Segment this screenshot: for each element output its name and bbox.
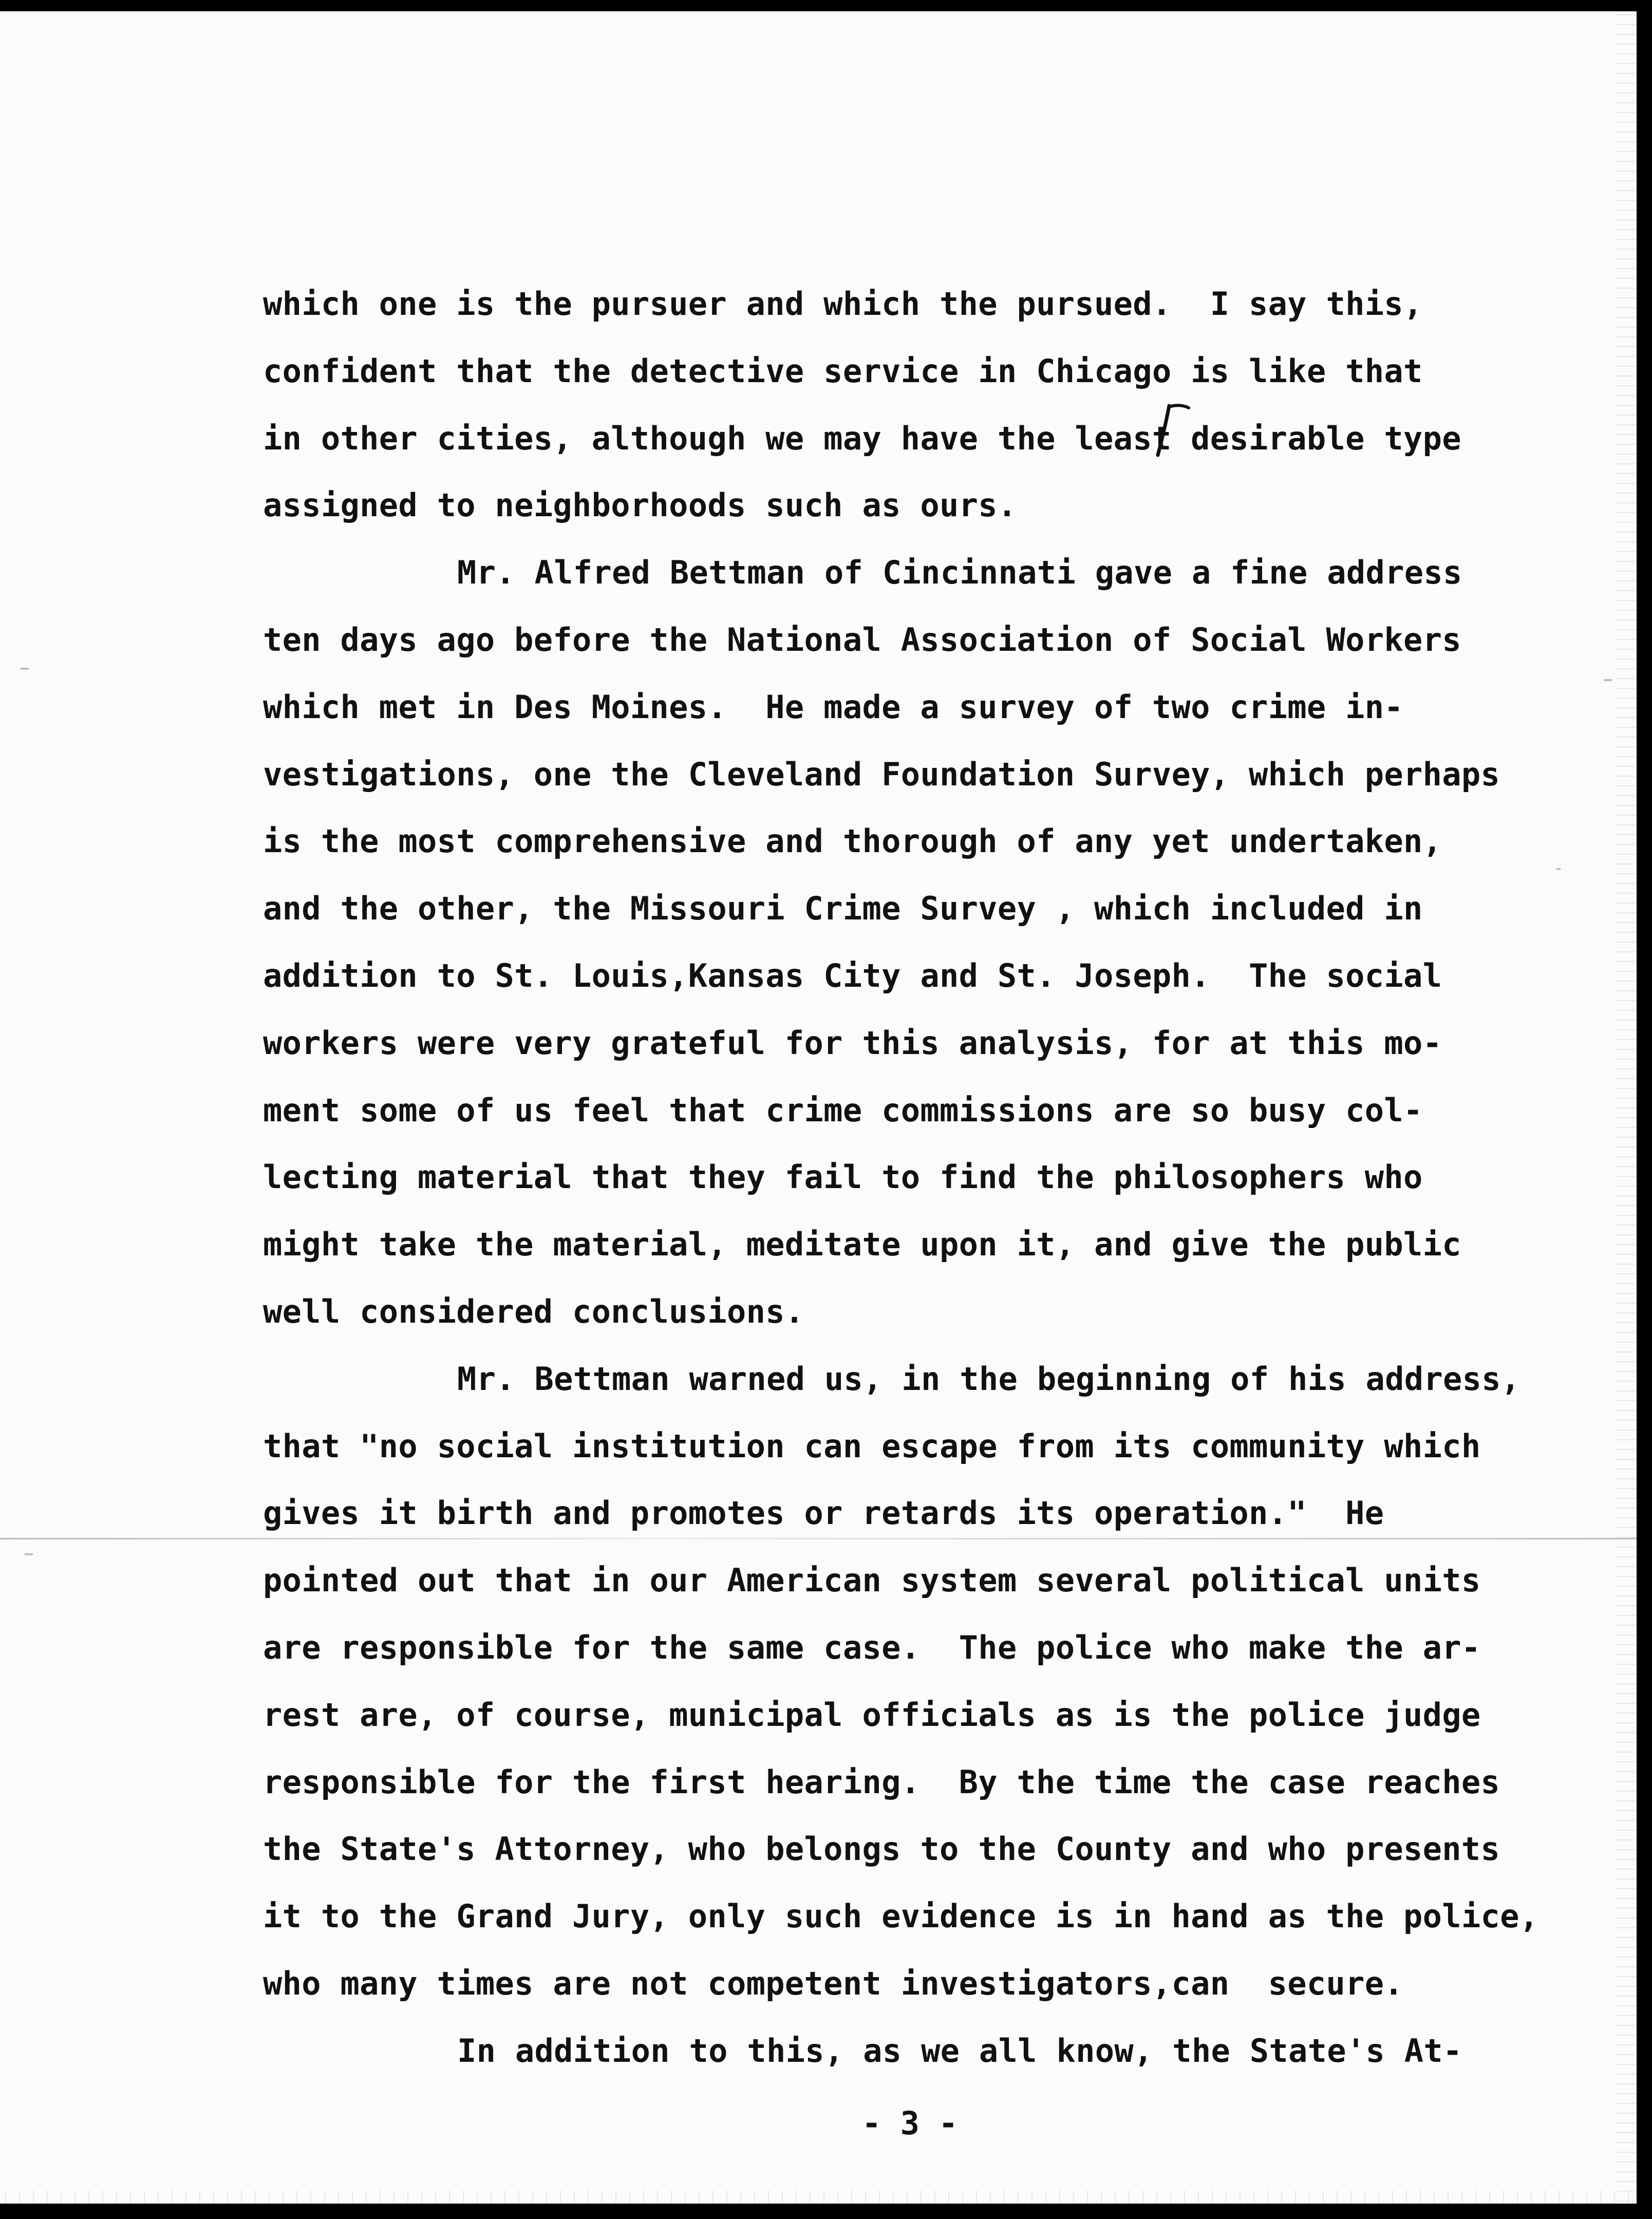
- text-line: confident that the detective service in Chicago is like that: [263, 352, 1423, 390]
- text-line: assigned to neighborhoods such as ours.: [263, 486, 1017, 524]
- text-line: vestigations, one the Cleveland Foundation Survey, which perhaps: [263, 755, 1500, 793]
- text-line: and the other, the Missouri Crime Survey , which included in: [263, 890, 1423, 928]
- text-line: addition to St. Louis,Kansas City and St. Joseph. The social: [263, 956, 1442, 994]
- scan-speck: [1556, 868, 1561, 870]
- text-line: Mr. Alfred Bettman of Cincinnati gave a fine address: [457, 554, 1462, 592]
- scan-edge-bottom: [0, 2190, 1637, 2204]
- text-line: In addition to this, as we all know, the State's At-: [457, 2032, 1462, 2070]
- text-line: pointed out that in our American system several political units: [263, 1562, 1481, 1600]
- text-line: which met in Des Moines. He made a survey of two crime in-: [263, 688, 1404, 726]
- text-line: responsible for the first hearing. By the time the case reaches: [263, 1763, 1500, 1801]
- text-line: are responsible for the same case. The police who make the ar-: [263, 1628, 1481, 1666]
- document-page: [0, 11, 1637, 2204]
- text-line: ten days ago before the National Association of Social Workers: [263, 620, 1461, 659]
- text-line: workers were very grateful for this analysis, for at this mo-: [263, 1024, 1442, 1062]
- text-line: which one is the pursuer and which the pursued. I say this,: [263, 285, 1423, 323]
- scan-speck: [1604, 679, 1612, 681]
- text-line: rest are, of course, municipal officials as is the police judge: [263, 1696, 1481, 1734]
- scan-speck: [21, 668, 29, 670]
- page-number: - 3 -: [862, 2104, 958, 2142]
- scan-speck: [25, 1553, 33, 1555]
- text-line: well considered conclusions.: [263, 1292, 804, 1330]
- text-line: it to the Grand Jury, only such evidence is in hand as the police,: [263, 1897, 1539, 1935]
- text-line: in other cities, although we may have the least desirable type: [263, 419, 1461, 457]
- text-line: gives it birth and promotes or retards its operation." He: [263, 1494, 1384, 1532]
- text-line: the State's Attorney, who belongs to the County and who presents: [263, 1830, 1500, 1868]
- text-line: that "no social institution can escape from its community which: [263, 1427, 1481, 1465]
- text-line: Mr. Bettman warned us, in the beginning of his address,: [457, 1360, 1520, 1398]
- document-body: [263, 271, 1539, 2085]
- text-line: is the most comprehensive and thorough of any yet undertaken,: [263, 822, 1442, 860]
- scan-edge-right: [1616, 11, 1637, 2204]
- text-line: who many times are not competent investigators,can secure.: [263, 1964, 1404, 2002]
- text-line: lecting material that they fail to find the philosophers who: [263, 1158, 1423, 1196]
- text-line: ment some of us feel that crime commissions are so busy col-: [263, 1091, 1423, 1129]
- text-line: might take the material, meditate upon it, and give the public: [263, 1226, 1461, 1264]
